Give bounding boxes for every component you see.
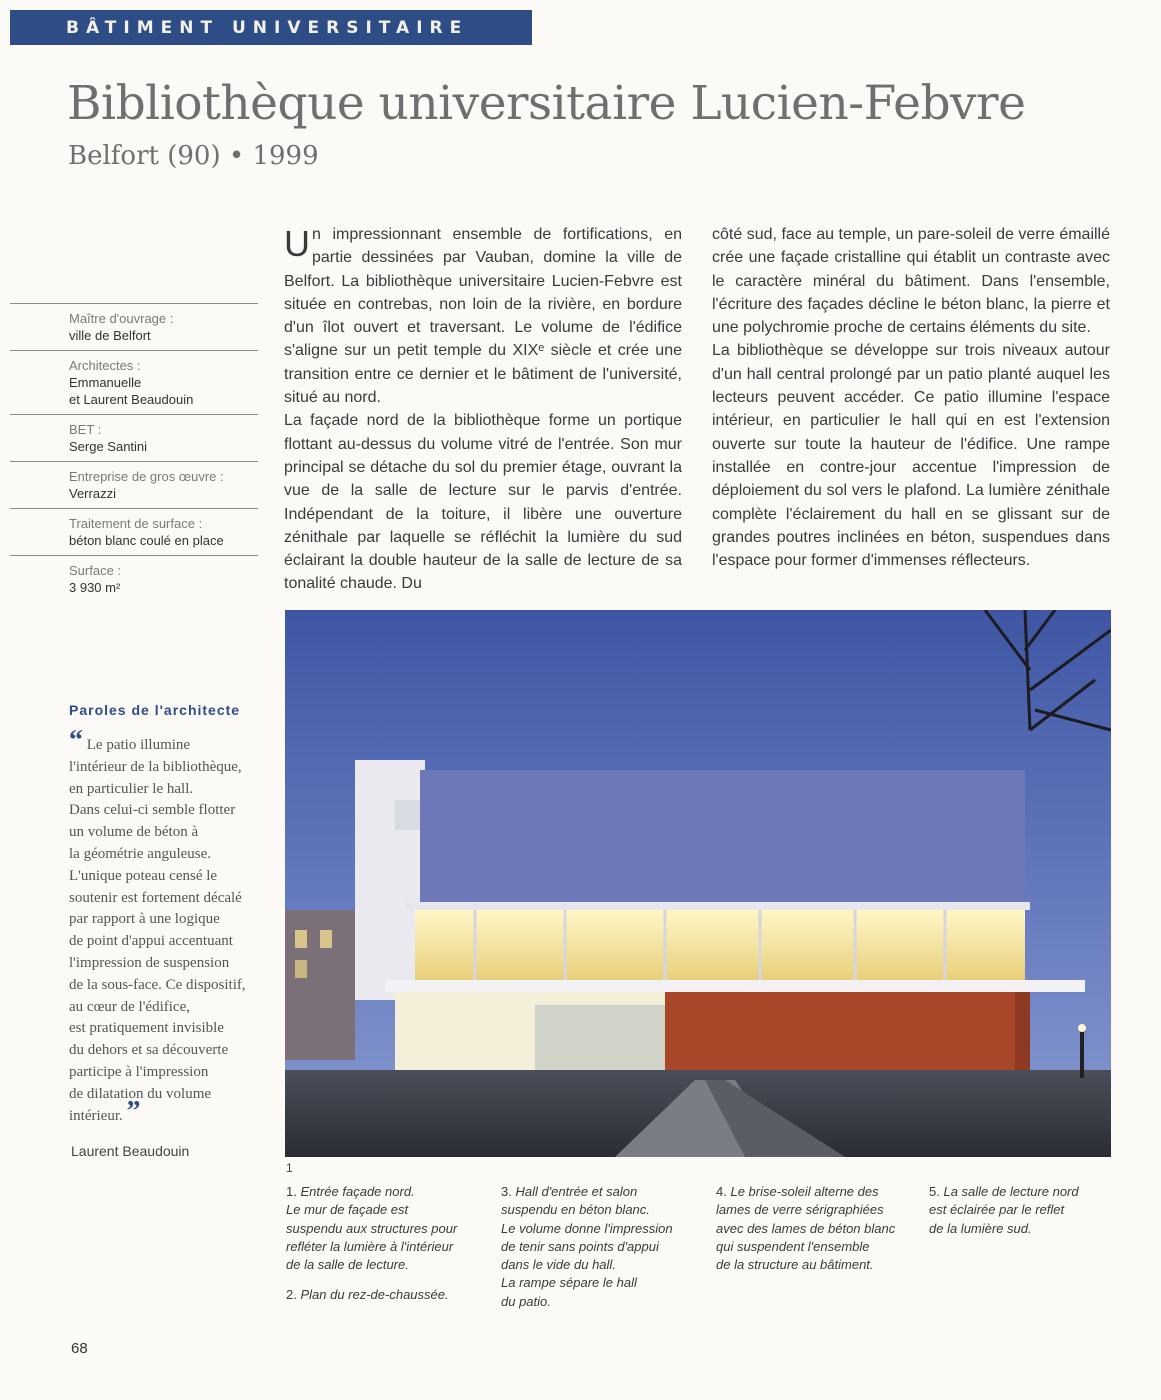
credit-value: béton blanc coulé en place: [69, 533, 224, 548]
credit-role: Architectes :: [69, 358, 141, 373]
credit-role: BET :: [69, 422, 102, 437]
paragraph-text: n impressionnant ensemble de fortifications, en partie dessinées par Vauban, domine la ville de Belfort. La bibliothèque universitaire Lucien-Febvre est située en contrebas, non loin de la rivière, en bordure d'un îlot ouvert et traversant. Le volume de l'édifice s'aligne sur un petit temple du XIXᵉ siècle et crée une transition entre ce dernier et le bâtiment de l'université, situé au nord.: [284, 226, 682, 407]
credit-value: ville de Belfort: [69, 328, 151, 343]
credit-value: Serge Santini: [69, 439, 148, 454]
page-title: Bibliothèque universitaire Lucien-Febvre: [67, 76, 1026, 131]
caption-text: Hall d'entrée et salon suspendu en béton blanc. Le volume donne l'impression de tenir sans points d'appui dans le vide du hall. La rampe sépare le hall du patio.: [501, 1184, 673, 1309]
credit-item: [10, 350, 258, 414]
caption-number: 1.: [286, 1184, 297, 1199]
credit-item: [10, 414, 258, 461]
section-header-band: [10, 10, 532, 45]
drop-cap: U: [284, 223, 310, 264]
credit-role: Surface :: [69, 563, 122, 578]
caption-1: [286, 1183, 476, 1274]
caption-text: La salle de lecture nord est éclairée par le reflet de la lumière sud.: [929, 1184, 1079, 1236]
caption-number: 4.: [716, 1184, 727, 1199]
open-quote-mark: “: [69, 725, 83, 756]
caption-number: 3.: [501, 1184, 512, 1199]
caption-5: [929, 1183, 1109, 1238]
credit-value: Emmanuelle et Laurent Beaudouin: [69, 375, 194, 407]
quote-author: Laurent Beaudouin: [71, 1143, 190, 1159]
credits-list: [10, 303, 258, 602]
caption-text: Plan du rez-de-chaussée.: [300, 1287, 449, 1302]
credit-item: [10, 303, 258, 350]
credit-value: Verrazzi: [69, 486, 116, 501]
credit-item: [10, 508, 258, 555]
credit-value: 3 930 m²: [69, 580, 121, 595]
section-label: BÂTIMENT UNIVERSITAIRE: [66, 18, 469, 38]
body-paragraph: La façade nord de la bibliothèque forme un portique flottant au-dessus du volume vitré de l'entrée. Son mur principal se détache du sol du premier étage, ouvrant la vue de la salle de lecture sur le parvis d'entrée. Indépendant de la toiture, il libère une ouverture zénithale par laquelle se réfléchit la lumière du sud éclairant la double hauteur de la salle de lecture de sa tonalité chaude. Du: [284, 412, 682, 593]
caption-2: [286, 1286, 449, 1304]
caption-number: 5.: [929, 1184, 940, 1199]
body-paragraph: côté sud, face au temple, un pare-soleil de verre émaillé crée une façade cristalline qui établit un contraste avec le caractère minéral du bâtiment. Dans l'ensemble, l'écriture des façades décline le béton blanc, la pierre et une polychromie proche de certains éléments du site.: [712, 226, 1110, 337]
credit-role: Maître d'ouvrage :: [69, 311, 174, 326]
caption-3: [501, 1183, 691, 1311]
building-photo-illustration: [285, 610, 1111, 1157]
page-number: 68: [71, 1340, 88, 1357]
credit-item: [10, 461, 258, 508]
credit-item: [10, 555, 258, 602]
quote-heading: Paroles de l'architecte: [69, 702, 241, 718]
quote-text: Le patio illumine l'intérieur de la bibliothèque, en particulier le hall. Dans celui-ci semble flotter un volume de béton à la géométrie anguleuse. L'unique poteau censé le soutenir est fortement décalé par rapport à une logique de point d'appui accentuant l'impression de suspension de la sous-face. Ce dispositif, au cœur de l'édifice, est pratiquement invisible du dehors et sa découverte participe à l'impression de dilatation du volume intérieur.: [69, 737, 246, 1124]
body-paragraph: La bibliothèque se développe sur trois niveaux autour d'un hall central prolongé par un patio planté auquel les lecteurs peuvent accéder. Ce patio illumine l'espace intérieur, en particulier le hall qui en est l'extension ouverte sur toute la hauteur de l'édifice. Une rampe installée en contre-jour accentue l'impression de déploiement du sol vers le plafond. La lumière zénithale complète l'éclairement du hall en se glissant sur de grandes poutres inclinées en béton, suspendues dans l'espace pour former d'immenses réflecteurs.: [712, 342, 1110, 570]
body-column-right: [712, 223, 1110, 572]
credit-role: Entreprise de gros œuvre :: [69, 469, 224, 484]
caption-number: 2.: [286, 1287, 297, 1302]
building-photo: [285, 610, 1111, 1157]
architect-quote: [69, 725, 269, 1127]
caption-text: Entrée façade nord. Le mur de façade est suspendu aux structures pour refléter la lumière à l'intérieur de la salle de lecture.: [286, 1184, 458, 1273]
caption-text: Le brise-soleil alterne des lames de verre sérigraphiées avec des lames de béton blanc qui suspendent l'ensemble de la structure au bâtiment.: [716, 1184, 896, 1273]
body-column-left: [284, 223, 682, 596]
caption-4: [716, 1183, 906, 1274]
page-subtitle: Belfort (90) • 1999: [68, 141, 319, 171]
credit-role: Traitement de surface :: [69, 516, 203, 531]
body-paragraph: [284, 223, 682, 409]
close-quote-mark: ”: [126, 1095, 141, 1127]
figure-number: 1: [286, 1161, 293, 1175]
